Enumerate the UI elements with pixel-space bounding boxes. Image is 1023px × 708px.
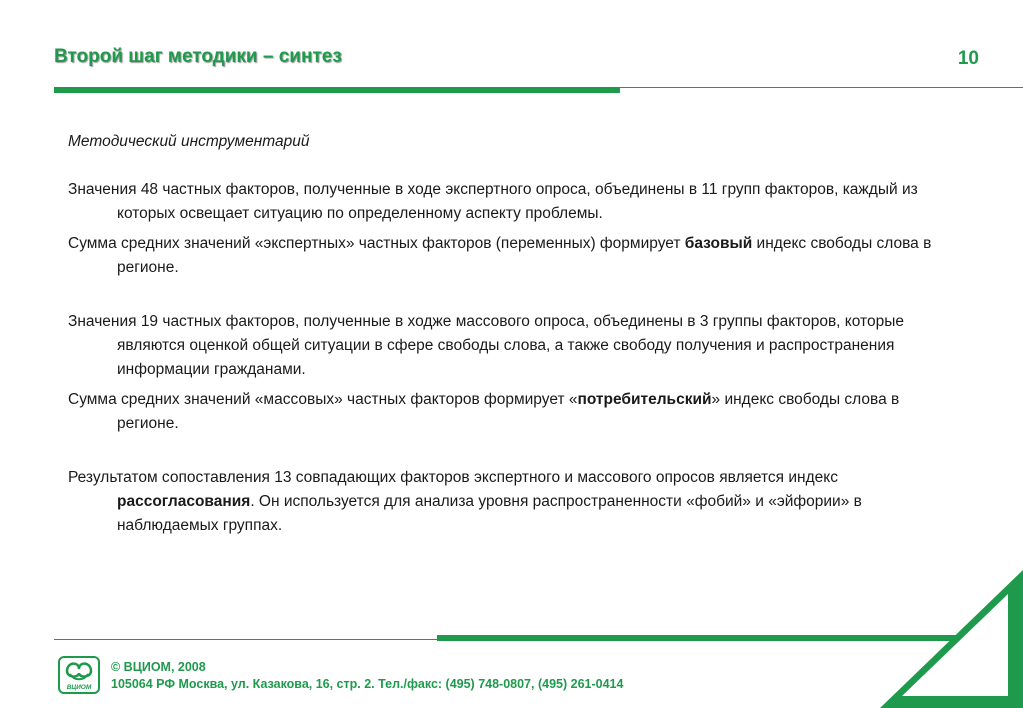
- slide-content: [68, 130, 958, 544]
- paragraph-4: [68, 388, 958, 436]
- footer-address: 105064 РФ Москва, ул. Казакова, 16, стр. 2. Тел./факс: (495) 748-0807, (495) 261-0414: [111, 677, 624, 691]
- paragraph-4-text-pre: Сумма средних значений «массовых» частных факторов формирует «: [68, 391, 578, 408]
- paragraph-1: [68, 178, 958, 226]
- content-subtitle: Методический инструментарий: [68, 133, 310, 150]
- paragraph-5-text-post: . Он используется для анализа уровня распространенности «фобий» и «эйфории» в наблюдаемых группах.: [117, 493, 862, 534]
- paragraph-3: [68, 310, 958, 382]
- footer-copyright: © ВЦИОМ, 2008: [111, 660, 206, 674]
- slide-title: Второй шаг методики – синтез: [54, 46, 342, 67]
- header-rule-thick: [54, 87, 620, 93]
- logo-text: ВЦИОМ: [66, 684, 92, 691]
- paragraph-4-text-post: » индекс свободы слова в регионе.: [117, 391, 900, 432]
- paragraph-4-bold: потребительский: [577, 391, 712, 408]
- paragraph-5: [68, 466, 958, 538]
- paragraph-2-bold: базовый: [684, 235, 753, 252]
- paragraph-1-text: Значения 48 частных факторов, полученные в ходе экспертного опроса, объединены в 11 групп факторов, каждый из которых освещает ситуацию по определенному аспекту проблемы.: [68, 181, 918, 222]
- paragraph-2-text-post: индекс свободы слова в регионе.: [117, 235, 932, 276]
- paragraph-5-bold: рассогласования: [117, 493, 251, 510]
- vciom-logo-icon: [58, 656, 100, 694]
- paragraph-3-text: Значения 19 частных факторов, полученные в ходже массового опроса, объединены в 3 группы факторов, которые являются оценкой общей ситуации в сфере свободы слова, а также свободу получения и распространения информации гражданами.: [68, 313, 904, 378]
- corner-triangle-decoration: [880, 570, 1023, 708]
- paragraph-5-text-pre: Результатом сопоставления 13 совпадающих факторов экспертного и массового опросов является индекс: [68, 469, 838, 486]
- paragraph-2: [68, 232, 958, 280]
- paragraph-2-text-pre: Сумма средних значений «экспертных» частных факторов (переменных) формирует: [68, 235, 685, 252]
- page-number: 10: [957, 48, 979, 69]
